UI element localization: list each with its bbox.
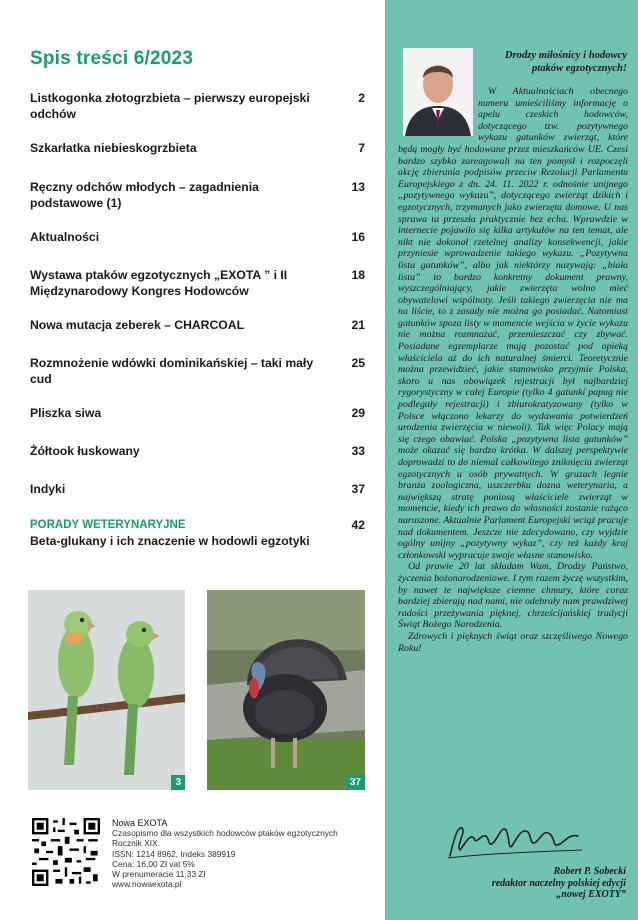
toc-item-title: Aktualności	[30, 230, 100, 244]
toc-item-page: 29	[351, 406, 365, 420]
publisher-info	[112, 818, 338, 889]
magazine-ref: „nowej EXOTY”	[556, 889, 626, 900]
toc-item-title: Żółtook łuskowany	[30, 444, 140, 458]
toc-item-page: 21	[351, 318, 365, 332]
toc-item[interactable]	[30, 444, 365, 460]
publisher-line: Rocznik XIX.	[112, 838, 160, 849]
editorial-paragraph: Od prawie 20 lat składam Wam, Drodzy Państwo, życzenia bożonarodzeniowe. I tym razem życzę wszystkim, by nawet te największe ciemne chmury, które coraz bardziej zbierają nad nami, nie odebrały nam prawdziwej radości przeżywania pięknej, chrześcijańskiej tradycji Świąt Bożego Narodzenia.	[398, 561, 628, 631]
toc-item[interactable]	[30, 230, 365, 246]
toc-item-title: Rozmnożenie wdówki dominikańskiej – taki mały cud	[30, 356, 314, 386]
toc-item-page: 7	[358, 141, 365, 155]
toc-item[interactable]	[30, 518, 365, 549]
editorial-paragraph: Zdrowych i pięknych świąt oraz szczęśliwego Nowego Roku!	[398, 630, 628, 654]
toc-item[interactable]	[30, 91, 365, 122]
toc-item[interactable]	[30, 406, 365, 422]
publisher-line: Cena: 16,00 Zł vat 5%	[112, 858, 195, 869]
toc-item[interactable]	[30, 318, 365, 334]
qr-code-icon[interactable]	[32, 818, 100, 886]
toc-title: Spis treści 6/2023	[30, 48, 194, 69]
toc-item-page: 33	[351, 444, 365, 458]
toc-item[interactable]	[30, 356, 365, 387]
toc-item-title: Beta-glukany i ich znaczenie w hodowli egzotyki	[30, 533, 310, 548]
editorial-greeting: Drodzy miłośnicy i hodowcy ptaków egzotycznych!	[504, 50, 627, 74]
toc-item-title: Szkarłatka niebieskogrzbieta	[30, 141, 197, 155]
toc-item-page: 42	[351, 518, 365, 532]
toc-item-title: Indyki	[30, 482, 66, 496]
toc-item-title: Ręczny odchów młodych – zagadnienia podstawowe (1)	[30, 180, 259, 210]
toc-item[interactable]	[30, 268, 365, 299]
toc-item-page: 16	[351, 230, 365, 244]
editorial-paragraph: W Aktualnościach obecnego numeru umieściliśmy informację o apelu czeskich hodowców, dotyczącego tzw. pozytywnego wykazu gatunków zwierząt, które będą mogły być hodowane przez mieszkańców UE. Czesi bardzo szybko zareagowali na ten pomysł i rozpoczęli akcję zbierania podpisów przeciw Rezolucji Parlamentu Europejskiego z dn. 24. 11. 2022 r. odnośnie unijnego „pozytywnego wykazu”, dotyczącego zwierząt dzikich i egzotycznych, trzymanych jako zwierzęta domowe. U nas sprawa ta przeszła praktycznie bez echa. Wprawdzie w internecie pojawiło się kilka artykułów na ten temat, ale nikt nie dokonał rzetelnej analizy konsekwencji, jakie przyniesie wprowadzenie takiego wykazu. „Pozytywna lista gatunków”, albo jak niektórzy nazywają: „biała lista” to bardzo konkretny dokument prawny, wyszczególniający, jakie zwierzęta wolno mieć obywatelowi wspólnoty. Jeśli takiego zwierzęcia nie ma na liście, to z zasady nie można go posiadać. Natomiast gatunków spoza listy w momencie wejścia w życie wykazu nie można rozmnażać, przemieszczać czy zbywać. Posiadane egzemplarze mają pozostać pod opieką właściciela aż do ich naturalnej śmierci. Teoretycznie można przewidzieć, jakie stanowisko przyjmie Polska, skoro u nas obowiązek rejestracji był najbardziej rygorystyczny w całej Europie (tylko 4 gatunki papug nie podlegały rejestracji) i zbiurokratyzowany (tylko w Polsce włączono lekarzy do wydawania potwierdzeń urodzenia zwierzęcia w niewoli). Tak więc Polacy mają się czego obawiać. Polska „pozytywna lista gatunków” może okazać się bardzo krótka. W dalszej perspektywie doprowadzi to do niemal całkowitego zniknięcia zwierząt egzotycznych u osób prywatnych. W gruzach legnie branża zoologiczna, uszczerbku dozna weterynaria, a największą stratę poniosą właściciele zwierząt w momencie, kiedy ich prawo do własności zostanie rażąco naruszone. Aktualnie Parlament Europejski wciąż pracuje nad dokumentem. Jeszcze nie zdecydowano, czy wyjdzie ogólny unijny „pozytywny wykaz”, czy też każdy kraj członkowski wypracuje swoje własne stanowisko.	[398, 86, 628, 561]
publisher-line: ISSN: 1214 8962, Indeks 389919	[112, 848, 236, 859]
editor-name: Robert P. Sobecki	[553, 866, 626, 877]
toc-item-page: 37	[351, 482, 365, 496]
toc-item-page: 13	[351, 180, 365, 194]
parrots-photo	[28, 590, 185, 790]
editorial-text	[398, 86, 628, 654]
magazine-name: Nowa EXOTA	[112, 818, 168, 828]
editor-signature-block	[470, 866, 626, 901]
toc-section-label: PORADY WETERYNARYJNE	[30, 519, 186, 531]
editor-role: redaktor naczelny polskiej edycji	[491, 877, 626, 889]
handwritten-signature	[440, 816, 590, 862]
toc-item-title: Listkogonka złotogrzbieta – pierwszy europejski odchów	[30, 91, 310, 121]
toc-item-title: Wystawa ptaków egzotycznych „EXOTA ” i II Międzynarodowy Kongres Hodowców	[30, 268, 288, 298]
toc-item[interactable]	[30, 180, 365, 211]
toc-item-page: 2	[358, 91, 365, 105]
toc-item[interactable]	[30, 482, 365, 498]
website-link[interactable]: www.nowaexota.pl	[112, 879, 182, 890]
turkey-photo	[207, 590, 365, 790]
toc-item-title: Pliszka siwa	[30, 406, 102, 420]
publisher-line: Czasopismo dla wszystkich hodowców ptaków egzotycznych	[112, 828, 338, 839]
toc-item[interactable]	[30, 141, 365, 157]
toc-item-title: Nowa mutacja zeberek – CHARCOAL	[30, 318, 245, 332]
toc-item-page: 25	[351, 356, 365, 370]
toc-item-page: 18	[351, 268, 365, 282]
publisher-line: W prenumeracie 11,33 Zł	[112, 869, 206, 880]
page-badge: 3	[171, 775, 185, 790]
page-badge: 37	[346, 775, 365, 790]
